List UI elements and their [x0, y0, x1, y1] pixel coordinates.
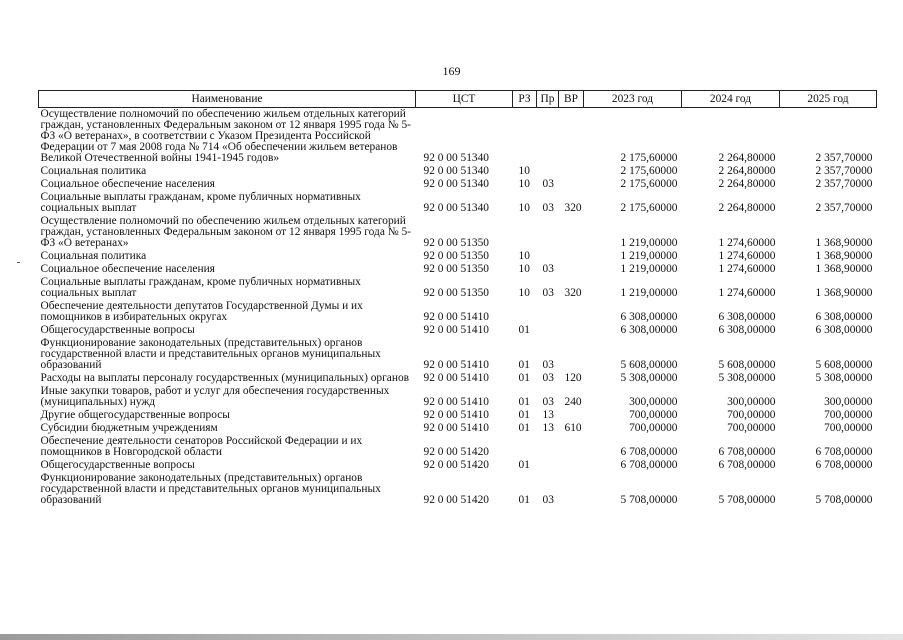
row-2023: 1 219,00000 — [620, 263, 678, 275]
table-row — [39, 178, 877, 191]
row-2025: 2 357,70000 — [815, 202, 873, 214]
row-rz: 01 — [518, 396, 530, 408]
header-2025: 2025 год — [780, 91, 877, 108]
row-rz: 10 — [518, 165, 530, 177]
row-cst: 92 0 00 51420 — [423, 494, 489, 506]
row-cst: 92 0 00 51350 — [423, 237, 489, 249]
row-pr: 03 — [542, 396, 554, 408]
row-vr — [559, 337, 584, 372]
row-pr: 03 — [542, 263, 554, 275]
header-cst: ЦСТ — [416, 91, 513, 108]
row-rz — [513, 215, 537, 250]
row-vr — [559, 108, 584, 166]
row-name: Другие общегосударственные вопросы — [40, 409, 230, 421]
row-2025: 6 708,00000 — [815, 446, 873, 458]
row-name: Осуществление полномочий по обеспечению жильем отдельных категорий граждан, установленных Федеральным законом от 12 января 1995 года № 5-ФЗ «О ветеранах», в соответствии с Указом Президента Российской Федерации от 7 мая 2008 года № 714 «Об обеспечении жильем ветеранов Великой Отечественной войны 1941-1945 годов» — [40, 108, 411, 164]
row-pr — [537, 435, 559, 459]
row-rz: 10 — [518, 263, 530, 275]
row-2023: 2 175,60000 — [620, 165, 678, 177]
row-2025: 6 308,00000 — [815, 324, 873, 336]
table-row — [39, 385, 877, 409]
row-vr — [559, 409, 584, 422]
row-name: Иные закупки товаров, работ и услуг для обеспечения государственных (муниципальных) нужд — [40, 385, 390, 408]
table-row — [39, 108, 877, 166]
row-vr: 320 — [564, 287, 582, 299]
row-2023: 6 308,00000 — [620, 324, 678, 336]
row-2023: 5 708,00000 — [620, 494, 678, 506]
row-2023: 6 308,00000 — [620, 311, 678, 323]
row-2024: 6 308,00000 — [718, 324, 776, 336]
row-2023: 1 219,00000 — [620, 250, 678, 262]
row-2025: 1 368,90000 — [815, 237, 873, 249]
table-row — [39, 435, 877, 459]
row-vr — [559, 250, 584, 263]
row-pr: 03 — [542, 178, 554, 190]
row-cst: 92 0 00 51410 — [423, 422, 489, 434]
header-name: Наименование — [39, 91, 416, 108]
row-2024: 1 274,60000 — [718, 263, 776, 275]
page-number: 169 — [442, 64, 461, 78]
row-pr — [537, 165, 559, 178]
table-row — [39, 191, 877, 215]
row-cst: 92 0 00 51410 — [423, 324, 489, 336]
row-vr: 240 — [564, 396, 582, 408]
row-2025: 2 357,70000 — [815, 165, 873, 177]
row-2025: 700,00000 — [824, 409, 873, 421]
row-2024: 6 308,00000 — [718, 311, 776, 323]
row-2023: 700,00000 — [629, 409, 678, 421]
table-row — [39, 409, 877, 422]
row-vr — [559, 300, 584, 324]
budget-table — [38, 90, 877, 507]
row-2025: 2 357,70000 — [815, 152, 873, 164]
row-vr: 610 — [564, 422, 582, 434]
table-row — [39, 263, 877, 276]
row-rz — [513, 300, 537, 324]
row-pr — [537, 300, 559, 324]
row-name: Осуществление полномочий по обеспечению жильем отдельных категорий граждан, установленных Федеральным законом от 12 января 1995 года № 5-ФЗ «О ветеранах» — [40, 215, 411, 249]
row-2025: 6 308,00000 — [815, 311, 873, 323]
row-name: Общегосударственные вопросы — [40, 324, 195, 336]
row-rz — [513, 108, 537, 166]
table-row — [39, 472, 877, 507]
row-name: Социальная политика — [40, 165, 147, 177]
row-name: Общегосударственные вопросы — [40, 459, 195, 471]
row-pr: 13 — [542, 422, 554, 434]
row-vr — [559, 472, 584, 507]
row-rz: 10 — [518, 287, 530, 299]
row-2023: 6 708,00000 — [620, 459, 678, 471]
row-2024: 5 708,00000 — [718, 494, 776, 506]
table-row — [39, 422, 877, 435]
table-row — [39, 372, 877, 385]
row-pr — [537, 459, 559, 472]
row-name: Социальные выплаты гражданам, кроме публичных нормативных социальных выплат — [40, 276, 361, 299]
row-name: Социальное обеспечение населения — [40, 178, 215, 190]
row-2023: 2 175,60000 — [620, 202, 678, 214]
row-2024: 700,00000 — [727, 409, 776, 421]
row-rz: 10 — [518, 202, 530, 214]
row-2025: 2 357,70000 — [815, 178, 873, 190]
row-rz: 01 — [518, 372, 530, 384]
row-pr: 03 — [542, 287, 554, 299]
row-2023: 2 175,60000 — [620, 178, 678, 190]
table-row — [39, 215, 877, 250]
row-2023: 2 175,60000 — [620, 152, 678, 164]
row-2025: 5 308,00000 — [815, 372, 873, 384]
row-2025: 700,00000 — [824, 422, 873, 434]
row-2024: 6 708,00000 — [718, 459, 776, 471]
row-rz: 10 — [518, 178, 530, 190]
row-rz: 01 — [518, 359, 530, 371]
row-2023: 300,00000 — [629, 396, 678, 408]
row-pr: 03 — [542, 494, 554, 506]
row-cst: 92 0 00 51410 — [423, 372, 489, 384]
header-pr: Пр — [537, 91, 559, 108]
row-vr — [559, 324, 584, 337]
row-2024: 2 264,80000 — [718, 202, 776, 214]
row-2024: 2 264,80000 — [718, 165, 776, 177]
row-pr: 03 — [542, 359, 554, 371]
table-body — [39, 108, 877, 508]
row-2024: 700,00000 — [727, 422, 776, 434]
header-2024: 2024 год — [682, 91, 780, 108]
header-2023: 2023 год — [584, 91, 682, 108]
row-rz: 01 — [518, 494, 530, 506]
row-pr: 03 — [542, 202, 554, 214]
row-rz: 10 — [518, 250, 530, 262]
row-2024: 300,00000 — [727, 396, 776, 408]
row-cst: 92 0 00 51340 — [423, 202, 489, 214]
row-2023: 1 219,00000 — [620, 287, 678, 299]
row-2024: 1 274,60000 — [718, 287, 776, 299]
row-cst: 92 0 00 51350 — [423, 263, 489, 275]
row-vr — [559, 165, 584, 178]
row-2024: 5 608,00000 — [718, 359, 776, 371]
row-2024: 2 264,80000 — [718, 178, 776, 190]
row-cst: 92 0 00 51420 — [423, 446, 489, 458]
row-2024: 5 308,00000 — [718, 372, 776, 384]
row-2023: 1 219,00000 — [620, 237, 678, 249]
row-rz — [513, 435, 537, 459]
row-2023: 700,00000 — [629, 422, 678, 434]
table-row — [39, 324, 877, 337]
row-2024: 1 274,60000 — [718, 237, 776, 249]
row-pr — [537, 324, 559, 337]
row-vr — [559, 215, 584, 250]
row-pr: 03 — [542, 372, 554, 384]
row-2025: 5 708,00000 — [815, 494, 873, 506]
row-name: Расходы на выплаты персоналу государственных (муниципальных) органов — [40, 372, 410, 384]
row-name: Субсидии бюджетным учреждениям — [40, 422, 218, 434]
row-2025: 6 708,00000 — [815, 459, 873, 471]
row-2024: 1 274,60000 — [718, 250, 776, 262]
row-vr — [559, 178, 584, 191]
table-row — [39, 300, 877, 324]
table-row — [39, 337, 877, 372]
row-vr: 320 — [564, 202, 582, 214]
scan-edge — [0, 634, 903, 640]
row-name: Функционирование законодательных (представительных) органов государственной власти и представительных органов муниципальных образований — [40, 337, 381, 371]
row-cst: 92 0 00 51340 — [423, 165, 489, 177]
row-2025: 1 368,90000 — [815, 263, 873, 275]
row-rz: 01 — [518, 422, 530, 434]
row-name: Социальные выплаты гражданам, кроме публичных нормативных социальных выплат — [40, 191, 361, 214]
table-row — [39, 250, 877, 263]
table-header-row — [39, 91, 877, 108]
row-2025: 5 608,00000 — [815, 359, 873, 371]
row-2023: 6 708,00000 — [620, 446, 678, 458]
row-name: Социальная политика — [40, 250, 147, 262]
row-pr — [537, 215, 559, 250]
table-row — [39, 165, 877, 178]
row-cst: 92 0 00 51410 — [423, 311, 489, 323]
row-name: Обеспечение деятельности сенаторов Российской Федерации и их помощников в Новгородской области — [40, 435, 363, 458]
header-rz: РЗ — [513, 91, 537, 108]
row-vr — [559, 459, 584, 472]
row-cst: 92 0 00 51410 — [423, 396, 489, 408]
row-vr — [559, 263, 584, 276]
margin-mark — [17, 262, 20, 263]
row-pr — [537, 108, 559, 166]
row-2024: 6 708,00000 — [718, 446, 776, 458]
row-2025: 1 368,90000 — [815, 250, 873, 262]
row-2024: 2 264,80000 — [718, 152, 776, 164]
row-name: Функционирование законодательных (представительных) органов государственной власти и представительных органов муниципальных образований — [40, 472, 381, 506]
row-cst: 92 0 00 51340 — [423, 152, 489, 164]
row-2023: 5 608,00000 — [620, 359, 678, 371]
table-row — [39, 459, 877, 472]
row-2025: 300,00000 — [824, 396, 873, 408]
row-name: Социальное обеспечение населения — [40, 263, 215, 275]
row-cst: 92 0 00 51350 — [423, 250, 489, 262]
row-2025: 1 368,90000 — [815, 287, 873, 299]
row-rz: 01 — [518, 459, 530, 471]
row-name: Обеспечение деятельности депутатов Государственной Думы и их помощников в избирательных округах — [40, 300, 363, 323]
table-row — [39, 276, 877, 300]
row-vr: 120 — [564, 372, 582, 384]
row-pr — [537, 250, 559, 263]
row-cst: 92 0 00 51410 — [423, 359, 489, 371]
header-vr: ВР — [559, 91, 584, 108]
row-rz: 01 — [518, 409, 530, 421]
row-cst: 92 0 00 51350 — [423, 287, 489, 299]
row-cst: 92 0 00 51420 — [423, 459, 489, 471]
row-vr — [559, 435, 584, 459]
row-cst: 92 0 00 51340 — [423, 178, 489, 190]
row-cst: 92 0 00 51410 — [423, 409, 489, 421]
row-pr: 13 — [542, 409, 554, 421]
row-rz: 01 — [518, 324, 530, 336]
row-2023: 5 308,00000 — [620, 372, 678, 384]
